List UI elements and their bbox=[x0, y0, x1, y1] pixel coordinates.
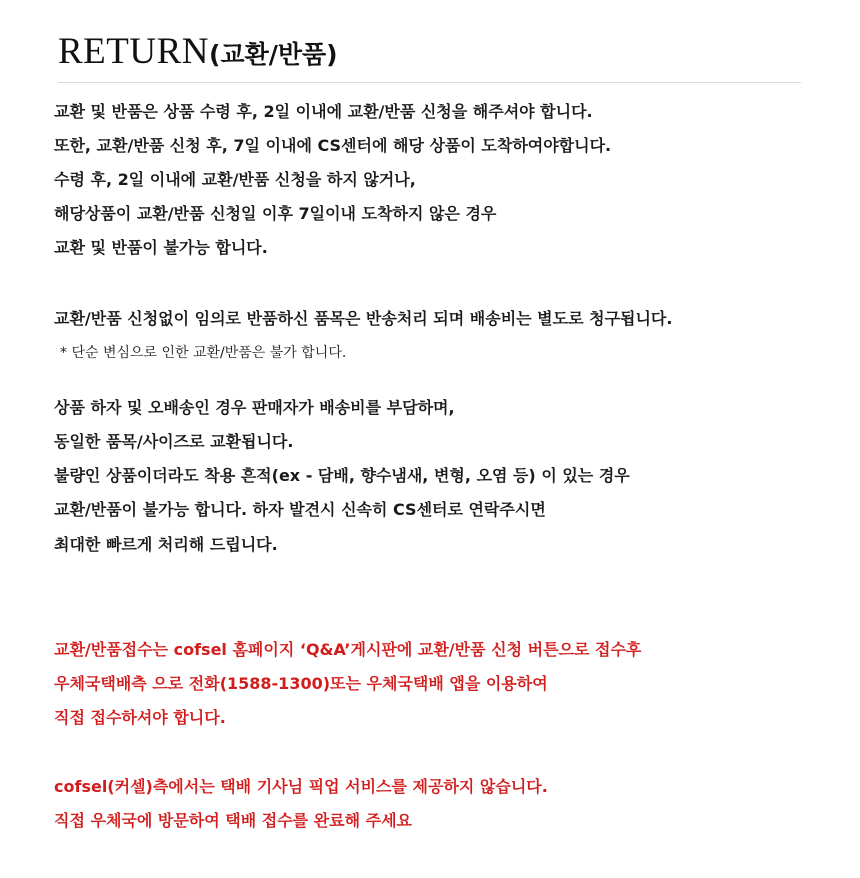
page-title bbox=[58, 32, 338, 78]
policy-line: 최대한 빠르게 처리해 드립니다. bbox=[54, 535, 278, 554]
policy-line: 불량인 상품이더라도 착용 흔적(ex - 담배, 향수냄새, 변형, 오염 등) 이 있는 경우 bbox=[54, 466, 630, 485]
page-title-english: RETURN bbox=[58, 31, 209, 72]
policy-line: 동일한 품목/사이즈로 교환됩니다. bbox=[54, 432, 294, 451]
page-header bbox=[58, 30, 801, 83]
notice-line: 직접 접수하셔야 합니다. bbox=[54, 708, 226, 727]
notice-line: 우체국택배측 으로 전화(1588-1300)또는 우체국택배 앱을 이용하여 bbox=[54, 674, 548, 693]
policy-line: 또한, 교환/반품 신청 후, 7일 이내에 CS센터에 해당 상품이 도착하여야합니다. bbox=[54, 136, 612, 155]
policy-line: 교환/반품이 불가능 합니다. 하자 발견시 신속히 CS센터로 연락주시면 bbox=[54, 500, 546, 519]
policy-line: 교환 및 반품은 상품 수령 후, 2일 이내에 교환/반품 신청을 해주셔야 합니다. bbox=[54, 102, 593, 121]
policy-line: 수령 후, 2일 이내에 교환/반품 신청을 하지 않거나, bbox=[54, 170, 416, 189]
policy-line: 상품 하자 및 오배송인 경우 판매자가 배송비를 부담하며, bbox=[54, 398, 455, 417]
page-title-korean: (교환/반품) bbox=[209, 40, 338, 69]
policy-line: 교환/반품 신청없이 임의로 반품하신 품목은 반송처리 되며 배송비는 별도로 청구됩니다. bbox=[54, 309, 673, 328]
policy-note: * 단순 변심으로 인한 교환/반품은 불가 합니다. bbox=[60, 345, 347, 361]
notice-line: cofsel(커셀)측에서는 택배 기사님 픽업 서비스를 제공하지 않습니다. bbox=[54, 777, 548, 796]
policy-line: 교환 및 반품이 불가능 합니다. bbox=[54, 238, 268, 257]
policy-line: 해당상품이 교환/반품 신청일 이후 7일이내 도착하지 않은 경우 bbox=[54, 204, 497, 223]
notice-line: 직접 우체국에 방문하여 택배 접수를 완료해 주세요 bbox=[54, 811, 412, 830]
notice-line: 교환/반품접수는 cofsel 홈페이지 ‘Q&A’게시판에 교환/반품 신청 버튼으로 접수후 bbox=[54, 640, 642, 659]
